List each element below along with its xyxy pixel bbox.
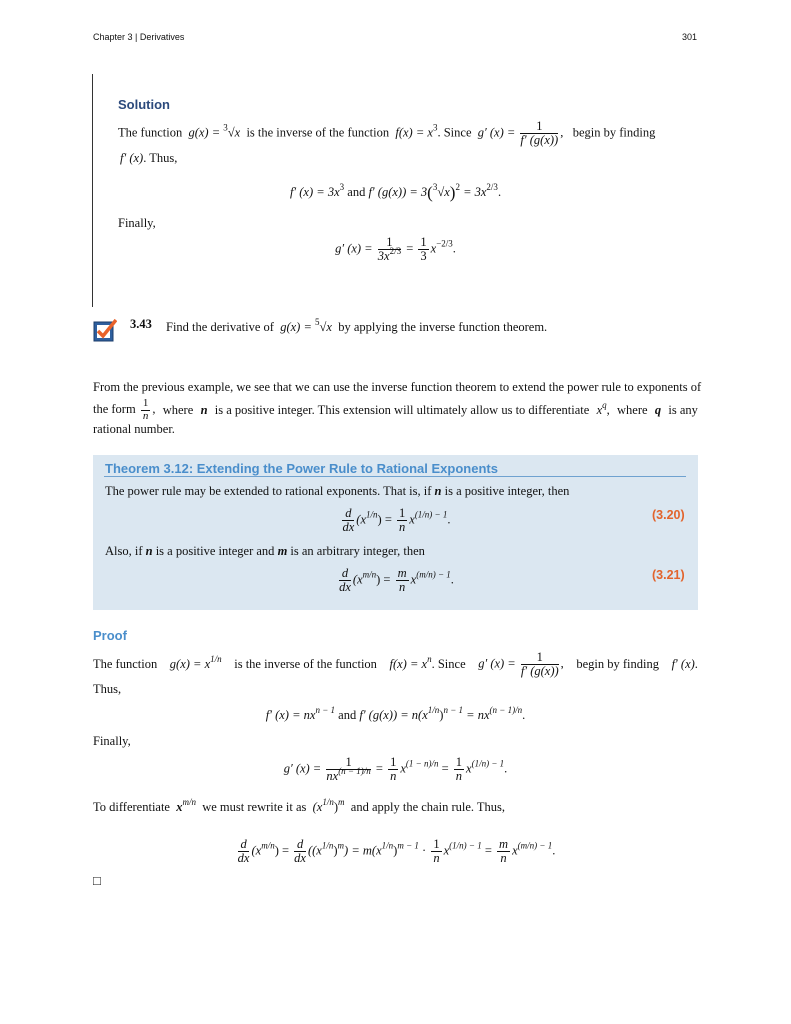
math: n − 1	[443, 705, 464, 715]
denominator: f′ (g(x))	[520, 664, 559, 679]
denominator: n	[399, 520, 406, 535]
math: m	[277, 544, 288, 558]
fraction	[378, 236, 401, 263]
numerator: 1	[520, 120, 558, 134]
numerator: 1	[326, 756, 370, 770]
fraction	[497, 838, 510, 865]
text: and	[335, 708, 360, 722]
math: √x	[319, 320, 332, 334]
paragraph-line-3: rational number.	[93, 422, 175, 436]
solution-heading: Solution	[118, 97, 170, 112]
fraction	[388, 756, 398, 783]
theorem-line-1	[105, 484, 569, 499]
text: begin by finding	[572, 125, 656, 140]
denominator: dx	[342, 520, 355, 535]
math: (1/n) − 1	[414, 509, 448, 520]
text: ,	[606, 402, 610, 417]
text: is any	[668, 402, 698, 417]
numerator: 1	[399, 506, 406, 520]
math: g(x) = x	[169, 657, 211, 672]
math: 1/n	[366, 509, 378, 520]
math: g′ (x) =	[283, 761, 325, 776]
text: . Thus,	[143, 151, 178, 165]
proof-line-1	[93, 651, 698, 678]
math: m/n	[362, 569, 377, 580]
fraction	[326, 756, 370, 783]
fraction	[397, 507, 407, 534]
denominator: n	[142, 409, 149, 422]
numerator: d	[238, 838, 250, 852]
text-run	[93, 398, 155, 422]
math: 3	[432, 122, 438, 133]
math: 3	[432, 182, 438, 192]
math: .	[552, 843, 556, 858]
math: =	[381, 512, 395, 527]
math: f(x) = x	[395, 125, 433, 140]
math: x	[409, 512, 415, 527]
checkpoint-icon	[93, 318, 117, 342]
text: and apply the chain rule. Thus,	[350, 800, 506, 814]
numerator: m	[397, 566, 407, 580]
math: f′ (x)	[671, 657, 695, 672]
math: =	[481, 843, 496, 858]
math: m	[337, 840, 345, 851]
math: g(x) =	[188, 125, 224, 140]
math: )	[376, 572, 381, 587]
math: x	[596, 402, 603, 417]
math: 3x	[377, 249, 390, 264]
math: (x	[251, 843, 262, 858]
numerator: d	[339, 567, 351, 581]
math: =	[372, 761, 387, 776]
math: f′ (x) = 3x	[289, 185, 340, 199]
math: 2/3	[389, 246, 402, 257]
fraction	[454, 756, 464, 783]
math: =	[380, 572, 394, 587]
math: (n − 1)/n	[338, 766, 371, 777]
numerator: d	[342, 507, 354, 521]
math: 1/n	[427, 705, 440, 715]
math: ) =	[274, 843, 293, 858]
proof-thus: Thus,	[93, 682, 122, 696]
math: (n − 1)/n	[489, 705, 523, 715]
math: m	[338, 797, 345, 807]
solution-finally: Finally,	[118, 216, 156, 230]
math	[478, 651, 564, 678]
text: The power rule may be extended to rational exponents. That is, if	[105, 484, 432, 498]
math: ) = m(x	[344, 843, 382, 858]
numerator: m	[499, 837, 509, 851]
text: is the inverse of the function	[234, 657, 377, 672]
proof-line-3	[93, 797, 506, 815]
text: we must rewrite it as	[202, 800, 307, 814]
denominator	[377, 246, 402, 264]
math: 1/n	[321, 840, 334, 851]
math: g′ (x) =	[335, 241, 376, 256]
math: (m/n) − 1	[517, 840, 553, 851]
fraction	[418, 236, 428, 263]
math: n	[427, 654, 432, 665]
numerator: 1	[378, 236, 401, 250]
math: (x	[356, 512, 366, 527]
math: (m/n) − 1	[416, 569, 451, 580]
proof-heading: Proof	[93, 628, 127, 643]
math: m/n	[261, 840, 275, 851]
fraction	[294, 838, 306, 865]
math: q	[654, 402, 662, 417]
denominator: n	[390, 769, 397, 784]
text: begin by finding	[576, 657, 659, 672]
math: n − 1	[315, 705, 336, 715]
denominator: f′ (g(x))	[520, 133, 559, 148]
math: )	[333, 800, 339, 814]
proof-finally: Finally,	[93, 734, 131, 748]
math: x	[400, 761, 406, 776]
math: m/n	[182, 797, 196, 807]
math: f′ (g(x)) = n(x	[359, 708, 428, 722]
math: (x	[352, 572, 363, 587]
solution-equation-1	[0, 183, 791, 203]
text: is an arbitrary integer, then	[290, 544, 425, 558]
numerator: 1	[142, 397, 149, 409]
solution-line-2	[120, 151, 177, 166]
math: =	[403, 241, 417, 256]
math: (1/n) − 1	[471, 758, 505, 769]
math: )	[449, 183, 456, 202]
math: .	[450, 572, 454, 587]
text: Also, if	[105, 544, 143, 558]
math: )	[439, 708, 444, 722]
math: 3	[223, 122, 228, 133]
text: ,	[560, 125, 564, 140]
math: )	[333, 843, 338, 858]
math: 3	[339, 182, 345, 192]
math: .	[447, 512, 451, 527]
text: is the inverse of the function	[246, 125, 390, 140]
denominator: dx	[237, 851, 250, 866]
numerator: 1	[433, 837, 440, 851]
math: x	[430, 241, 437, 256]
denominator: n	[455, 769, 463, 784]
math: (1/n) − 1	[449, 840, 482, 851]
math: (1 − n)/n	[405, 758, 439, 769]
fraction	[396, 567, 409, 594]
text: is a positive integer. This extension will ultimately allow us to differentiate	[214, 402, 590, 417]
text: ,	[560, 656, 564, 671]
proof-equation-2	[0, 756, 791, 783]
text: the form	[93, 401, 136, 416]
math: x	[410, 572, 417, 587]
math: x	[176, 800, 183, 814]
math: .	[522, 708, 526, 722]
math: nx	[326, 769, 339, 784]
math: n	[200, 402, 208, 417]
math: f(x) = x	[389, 657, 428, 672]
numerator: 1	[521, 651, 559, 665]
denominator: dx	[339, 580, 351, 595]
math: 2	[455, 182, 460, 192]
text: ,	[152, 401, 156, 416]
math: g(x) =	[280, 320, 316, 334]
text: where	[617, 402, 648, 417]
math: n	[145, 544, 153, 558]
math: =	[438, 761, 452, 776]
math: .	[452, 241, 456, 256]
fraction	[521, 651, 559, 678]
fraction	[339, 567, 351, 594]
text: Find the derivative of	[166, 320, 274, 334]
denominator: dx	[294, 851, 306, 866]
fraction	[431, 838, 441, 865]
math: .	[504, 761, 508, 776]
text: where	[162, 402, 194, 417]
math: m − 1	[397, 840, 419, 851]
fraction	[520, 120, 558, 147]
text: The function	[118, 125, 183, 140]
text: . Since	[437, 125, 472, 140]
math: 1/n	[322, 797, 334, 807]
math: 2/3	[486, 182, 498, 192]
page-number: 301	[682, 32, 698, 42]
math	[672, 657, 698, 672]
fraction	[342, 507, 354, 534]
text: The function	[93, 657, 158, 672]
math: ((x	[307, 843, 322, 858]
chapter-header: Chapter 3 | Derivatives	[93, 32, 185, 42]
math: g′ (x) =	[478, 656, 519, 671]
checkpoint-text	[166, 317, 548, 335]
math: √x	[437, 185, 450, 199]
checkpoint-number: 3.43	[130, 317, 152, 331]
end-of-proof-mark: □	[93, 873, 101, 888]
math: = nx	[463, 708, 490, 722]
denominator: n	[500, 851, 507, 866]
theorem-line-2	[105, 544, 425, 559]
math: −2/3	[436, 238, 453, 249]
math	[596, 399, 610, 418]
text: and	[344, 185, 369, 199]
math: q	[602, 399, 607, 410]
denominator: 3	[420, 249, 427, 264]
math: n	[434, 484, 442, 498]
paragraph-line-2	[93, 398, 698, 422]
equation-number-3-20: (3.20)	[652, 508, 685, 522]
math: f′ (x) = nx	[265, 708, 316, 722]
text: is a positive integer, then	[444, 484, 570, 498]
proof-equation-3	[0, 838, 791, 865]
denominator: n	[433, 851, 440, 866]
denominator: n	[399, 580, 406, 595]
math: 1/n	[210, 654, 222, 665]
math: (	[427, 183, 433, 202]
denominator	[326, 766, 371, 784]
math: 1/n	[381, 840, 394, 851]
math: = 3x	[459, 185, 487, 199]
fraction	[238, 838, 250, 865]
numerator: 1	[455, 755, 463, 769]
numerator: 1	[390, 755, 397, 769]
paragraph-line-1: From the previous example, we see that we can use the inverse function theorem to extend the power rule to exponents of	[93, 380, 702, 394]
math: x	[443, 843, 450, 858]
proof-equation-1	[0, 705, 791, 723]
text: To differentiate	[93, 800, 170, 814]
math	[169, 654, 222, 672]
text: by applying the inverse function theorem.	[338, 320, 548, 334]
text: . Since	[431, 657, 466, 672]
solution-line-1	[118, 120, 655, 147]
math: g′ (x) =	[477, 125, 519, 140]
math: f′ (g(x)) = 3	[368, 185, 428, 199]
math: 5	[315, 317, 320, 327]
fraction	[141, 398, 151, 422]
math: (x	[312, 800, 323, 814]
math: )	[377, 512, 382, 527]
numerator: 1	[420, 235, 427, 249]
math: x	[466, 761, 472, 776]
math	[389, 654, 466, 672]
numerator: d	[294, 838, 306, 852]
solution-equation-2	[0, 236, 791, 263]
theorem-divider	[104, 476, 686, 477]
math: )	[393, 843, 398, 858]
math: f′ (x)	[120, 151, 144, 165]
math: x	[512, 843, 518, 858]
equation-number-3-21: (3.21)	[652, 568, 685, 582]
math: ·	[418, 843, 430, 858]
text: is a positive integer and	[155, 544, 275, 558]
math: √x	[227, 125, 241, 140]
math: .	[497, 185, 502, 199]
theorem-title: Theorem 3.12: Extending the Power Rule to Rational Exponents	[105, 461, 498, 476]
text: .	[694, 657, 698, 672]
